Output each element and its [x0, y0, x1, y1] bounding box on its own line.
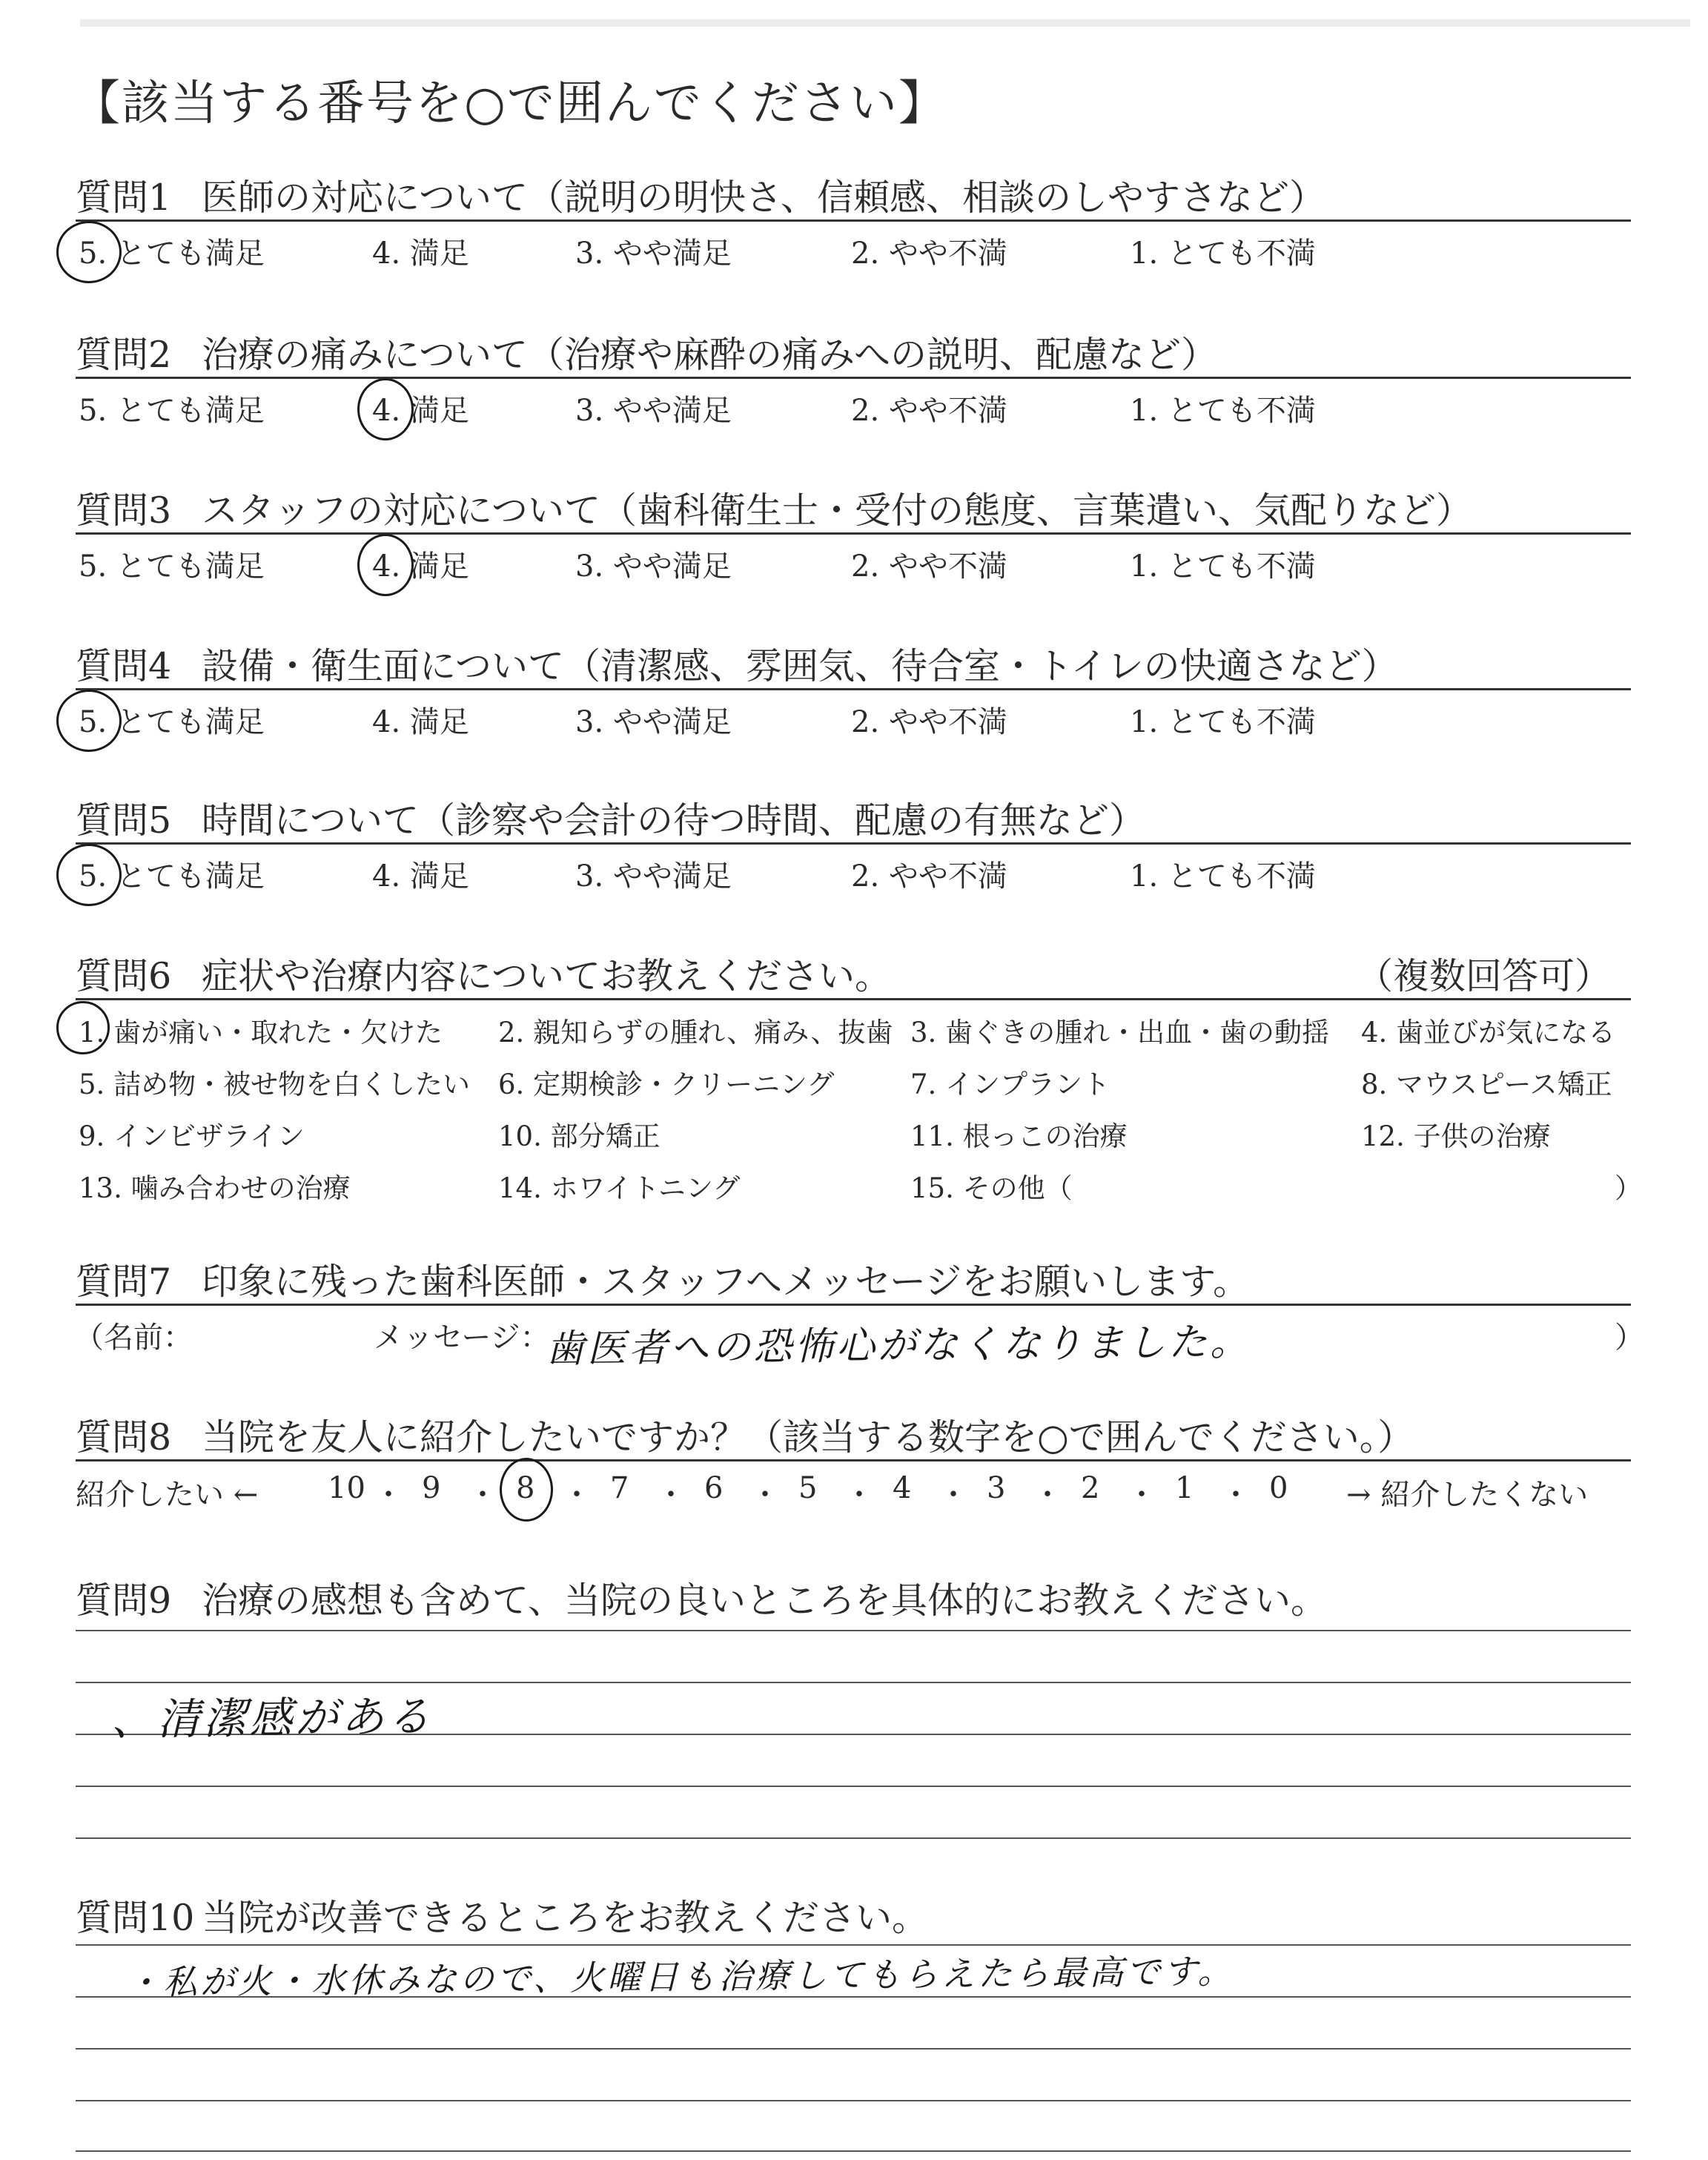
- rating-option[interactable]: 4. 満足: [372, 549, 469, 584]
- question-5-title: [76, 792, 1145, 844]
- question-rule: [76, 532, 1631, 535]
- rating-option[interactable]: 5. とても満足: [79, 237, 265, 271]
- question-text: スタッフの対応について（歯科衛生士・受付の態度、言葉遣い、気配りなど）: [202, 489, 1473, 532]
- rating-option[interactable]: 5. とても満足: [79, 549, 265, 584]
- scale-number[interactable]: 4: [893, 1471, 912, 1505]
- rating-option[interactable]: 3. やや満足: [575, 394, 732, 428]
- question-rule: [76, 219, 1631, 222]
- scale-left-label: 紹介したい ←: [76, 1478, 259, 1512]
- question-rule: [76, 1304, 1631, 1306]
- symptom-option[interactable]: 2. 親知らずの腫れ、痛み、抜歯: [498, 1017, 893, 1048]
- symptom-option[interactable]: 4. 歯並びが気になる: [1361, 1017, 1616, 1048]
- scale-separator: ・: [1127, 1478, 1156, 1512]
- rating-option[interactable]: 3. やや満足: [575, 237, 732, 271]
- scale-number[interactable]: 8: [516, 1471, 535, 1505]
- scale-number[interactable]: 3: [987, 1471, 1006, 1505]
- answer-line: [76, 1837, 1631, 1839]
- rating-option[interactable]: 2. やや不満: [851, 237, 1007, 271]
- scale-separator: ・: [562, 1478, 592, 1512]
- question-number: 質問5: [76, 799, 172, 842]
- symptom-option[interactable]: 12. 子供の治療: [1361, 1120, 1551, 1152]
- scale-number[interactable]: 1: [1175, 1471, 1194, 1505]
- scale-separator: ・: [468, 1478, 497, 1512]
- question-text: 症状や治療内容についてお教えください。: [202, 955, 892, 997]
- question-text: 当院が改善できるところをお教えください。: [202, 1897, 929, 1939]
- question-4-title: [76, 638, 1398, 690]
- rating-option[interactable]: 2. やや不満: [851, 549, 1007, 584]
- question-rule: [76, 842, 1631, 845]
- symptom-option[interactable]: 6. 定期検診・クリーニング: [498, 1069, 835, 1100]
- question-text: 時間について（診察や会計の待つ時間、配慮の有無など）: [202, 799, 1146, 842]
- question-1-title: [76, 169, 1325, 221]
- name-label: （名前：: [74, 1321, 193, 1355]
- symptom-option[interactable]: 7. インプラント: [910, 1069, 1110, 1100]
- question-number: 質問9: [76, 1579, 172, 1622]
- rating-option[interactable]: 2. やや不満: [851, 394, 1007, 428]
- scale-number[interactable]: 0: [1269, 1471, 1288, 1505]
- rating-option[interactable]: 5. とても満足: [79, 394, 265, 428]
- symptom-option[interactable]: 14. ホワイトニング: [498, 1172, 741, 1204]
- question-10-title: [76, 1889, 928, 1941]
- scale-separator: ・: [656, 1478, 686, 1512]
- scale-separator: ・: [1221, 1478, 1251, 1512]
- rating-option[interactable]: 5. とても満足: [79, 859, 265, 894]
- symptom-option[interactable]: 9. インビザライン: [79, 1120, 305, 1152]
- question-text: 治療の感想も含めて、当院の良いところを具体的にお教えください。: [202, 1579, 1328, 1622]
- symptom-option[interactable]: 15. その他（: [910, 1172, 1073, 1204]
- rating-option[interactable]: 4. 満足: [372, 705, 469, 739]
- handwritten-improvements[interactable]: ・私が火・水休みなので、火曜日も治療してもらえたら最高です。: [125, 1951, 1235, 2003]
- rating-option[interactable]: 3. やや満足: [575, 549, 732, 584]
- scale-separator: ・: [750, 1478, 780, 1512]
- answer-line: [76, 1786, 1631, 1787]
- symptom-option[interactable]: 13. 噛み合わせの治療: [79, 1172, 351, 1204]
- question-number: 質問4: [76, 645, 172, 687]
- scale-separator: ・: [1033, 1478, 1062, 1512]
- rating-option[interactable]: 3. やや満足: [575, 705, 732, 739]
- form-instruction-header: 【該当する番号を○で囲んでください】: [73, 76, 947, 131]
- question-rule: [76, 998, 1631, 1000]
- scale-number[interactable]: 5: [798, 1471, 818, 1505]
- handwritten-good-points[interactable]: 、清潔感がある: [110, 1691, 434, 1745]
- symptom-option[interactable]: 5. 詰め物・被せ物を白くしたい: [79, 1069, 471, 1100]
- rating-option[interactable]: 1. とても不満: [1130, 859, 1316, 894]
- question-text: 治療の痛みについて（治療や麻酔の痛みへの説明、配慮など）: [202, 334, 1218, 376]
- question-number: 質問10: [76, 1897, 195, 1939]
- question-number: 質問8: [76, 1416, 172, 1459]
- scale-number[interactable]: 9: [422, 1471, 441, 1505]
- scale-separator: ・: [374, 1478, 403, 1512]
- question-6-title: [76, 948, 891, 1000]
- question-9-title: [76, 1572, 1327, 1624]
- rating-option[interactable]: 2. やや不満: [851, 705, 1007, 739]
- scale-separator: ・: [939, 1478, 968, 1512]
- handwritten-message[interactable]: 歯医者への恐怖心がなくなりました。: [545, 1320, 1252, 1372]
- rating-option[interactable]: 1. とても不満: [1130, 705, 1316, 739]
- rating-option[interactable]: 3. やや満足: [575, 859, 732, 894]
- symptom-option[interactable]: 8. マウスピース矯正: [1361, 1069, 1612, 1100]
- rating-option[interactable]: 1. とても不満: [1130, 549, 1316, 584]
- symptom-option[interactable]: 10. 部分矯正: [498, 1120, 661, 1152]
- rating-option[interactable]: 5. とても満足: [79, 705, 265, 739]
- question-8-title: [76, 1409, 1414, 1461]
- answer-line: [76, 1630, 1631, 1631]
- symptom-option[interactable]: 1. 歯が痛い・取れた・欠けた: [79, 1017, 443, 1048]
- question-number: 質問7: [76, 1261, 172, 1303]
- scale-number[interactable]: 10: [328, 1471, 365, 1505]
- scale-number[interactable]: 6: [704, 1471, 724, 1505]
- rating-option[interactable]: 2. やや不満: [851, 859, 1007, 894]
- answer-line: [76, 2048, 1631, 2050]
- answer-line: [76, 2100, 1631, 2101]
- scale-separator: ・: [844, 1478, 874, 1512]
- multiple-answers-note: （複数回答可）: [1357, 955, 1612, 997]
- symptom-option[interactable]: 3. 歯ぐきの腫れ・出血・歯の動揺: [910, 1017, 1330, 1048]
- question-text: 印象に残った歯科医師・スタッフへメッセージをお願いします。: [202, 1261, 1250, 1303]
- rating-option[interactable]: 1. とても不満: [1130, 394, 1316, 428]
- scale-number[interactable]: 2: [1081, 1471, 1100, 1505]
- scan-top-edge: [80, 19, 1690, 27]
- question-text: 医師の対応について（説明の明快さ、信頼感、相談のしやすさなど）: [202, 176, 1326, 219]
- question-2-title: [76, 326, 1217, 378]
- answer-line: [76, 2150, 1631, 2152]
- question-number: 質問1: [76, 176, 172, 219]
- question-rule: [76, 377, 1631, 379]
- question-3-title: [76, 482, 1472, 534]
- symptom-option[interactable]: 11. 根っこの治療: [910, 1120, 1128, 1152]
- question-number: 質問6: [76, 955, 172, 997]
- question-rule: [76, 1459, 1631, 1462]
- rating-option[interactable]: 1. とても不満: [1130, 237, 1316, 271]
- rating-option[interactable]: 4. 満足: [372, 237, 469, 271]
- scale-right-label: → 紹介したくない: [1346, 1478, 1589, 1512]
- question-7-title: [76, 1253, 1249, 1305]
- question-number: 質問3: [76, 489, 172, 532]
- question-number: 質問2: [76, 334, 172, 376]
- symptom-option[interactable]: ）: [1615, 1172, 1642, 1204]
- question-rule: [76, 688, 1631, 690]
- rating-option[interactable]: 4. 満足: [372, 859, 469, 894]
- scale-number[interactable]: 7: [610, 1471, 629, 1505]
- rating-option[interactable]: 4. 満足: [372, 394, 469, 428]
- message-label: メッセージ：: [374, 1321, 550, 1355]
- answer-line: [76, 1944, 1631, 1946]
- question-text: 当院を友人に紹介したいですか？（該当する数字を○で囲んでください。）: [202, 1416, 1414, 1459]
- message-close-paren: ）: [1615, 1321, 1644, 1355]
- question-text: 設備・衛生面について（清潔感、雰囲気、待合室・トイレの快適さなど）: [202, 645, 1398, 687]
